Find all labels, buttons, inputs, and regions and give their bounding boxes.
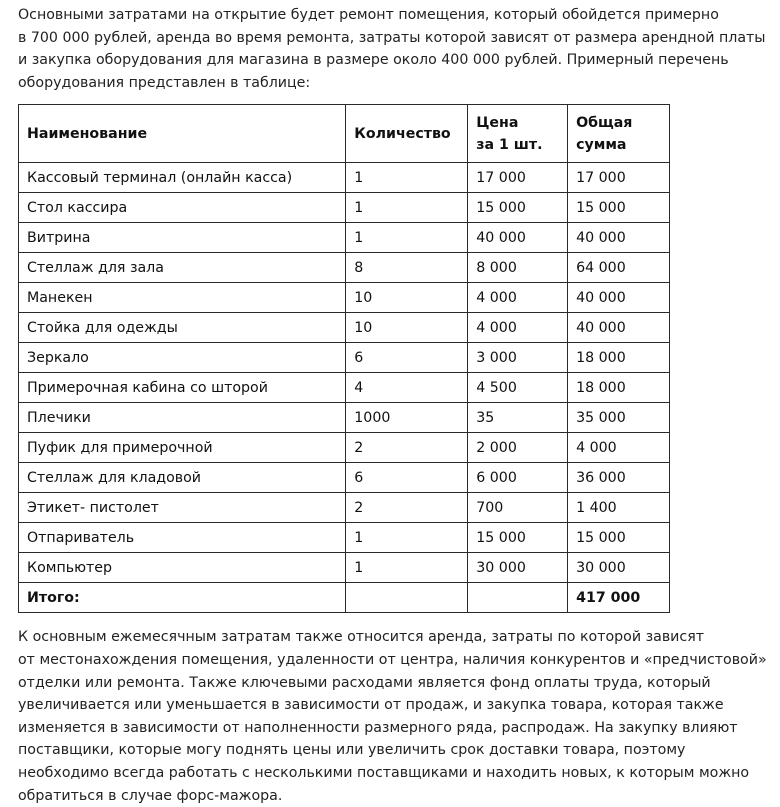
cell-total: 35 000 (568, 403, 670, 433)
cell-name: Стол кассира (19, 193, 346, 223)
cell-total: 40 000 (568, 313, 670, 343)
header-price (468, 105, 568, 163)
intro-line: оборудования представлен в таблице: (18, 74, 311, 91)
table-header-row (19, 105, 670, 163)
cell-qty: 1 (346, 223, 468, 253)
cell-total: 40 000 (568, 223, 670, 253)
outro-line: увеличивается или уменьшается в зависимости от продаж, и закупка товара, которая также (18, 697, 724, 714)
table-row (19, 253, 670, 283)
outro-line: обратиться в случае форс-мажора. (18, 787, 283, 804)
cell-qty: 8 (346, 253, 468, 283)
table-row (19, 343, 670, 373)
intro-paragraph (18, 4, 766, 94)
cell-total: 30 000 (568, 553, 670, 583)
table-row (19, 433, 670, 463)
cell-name: Кассовый терминал (онлайн касса) (19, 163, 346, 193)
cell-total: 15 000 (568, 523, 670, 553)
intro-line: и закупка оборудования для магазина в размере около 400 000 рублей. Примерный перечень (18, 52, 729, 69)
table-row (19, 373, 670, 403)
cell-price: 4 000 (468, 283, 568, 313)
cell-total: 64 000 (568, 253, 670, 283)
cell-qty: 2 (346, 433, 468, 463)
header-qty: Количество (346, 105, 468, 163)
cell-qty: 1 (346, 193, 468, 223)
cell-total: 1 400 (568, 493, 670, 523)
total-sum: 417 000 (568, 583, 670, 613)
cell-total: 17 000 (568, 163, 670, 193)
header-price-line2: за 1 шт. (476, 137, 543, 154)
header-total-line2: сумма (576, 137, 627, 154)
cell-qty: 4 (346, 373, 468, 403)
equipment-table (18, 104, 670, 613)
cell-name: Плечики (19, 403, 346, 433)
table-row (19, 403, 670, 433)
cell-total: 40 000 (568, 283, 670, 313)
cell-total: 18 000 (568, 373, 670, 403)
header-total (568, 105, 670, 163)
table-row (19, 193, 670, 223)
cell-total: 4 000 (568, 433, 670, 463)
outro-paragraph (18, 626, 767, 807)
cell-qty: 1 (346, 553, 468, 583)
intro-line: Основными затратами на открытие будет ремонт помещения, который обойдется примерно (18, 7, 719, 23)
outro-line: поставщики, которые могу поднять цены или увеличить срок доставки товара, поэтому (18, 742, 686, 759)
header-price-line1: Цена (476, 115, 519, 132)
cell-qty: 2 (346, 493, 468, 523)
cell-total: 36 000 (568, 463, 670, 493)
table-row (19, 283, 670, 313)
cell-qty: 10 (346, 283, 468, 313)
cell-name: Этикет- пистолет (19, 493, 346, 523)
cell-price: 8 000 (468, 253, 568, 283)
cell-qty: 6 (346, 463, 468, 493)
cell-name: Отпариватель (19, 523, 346, 553)
cell-price: 2 000 (468, 433, 568, 463)
cell-price: 4 500 (468, 373, 568, 403)
outro-line: отделки или ремонта. Также ключевыми расходами является фонд оплаты труда, который (18, 674, 711, 691)
cell-price: 35 (468, 403, 568, 433)
table-row (19, 493, 670, 523)
table-row (19, 223, 670, 253)
cell-price: 700 (468, 493, 568, 523)
cell-name: Примерочная кабина со шторой (19, 373, 346, 403)
cell-name: Пуфик для примерочной (19, 433, 346, 463)
cell-total: 15 000 (568, 193, 670, 223)
total-label: Итого: (19, 583, 346, 613)
cell-price: 30 000 (468, 553, 568, 583)
cell-total: 18 000 (568, 343, 670, 373)
intro-line: в 700 000 рублей, аренда во время ремонта, затраты которой зависят от размера арендной платы (18, 29, 766, 46)
cell-price: 40 000 (468, 223, 568, 253)
cell-qty: 1 (346, 523, 468, 553)
cell-name: Витрина (19, 223, 346, 253)
cell-price: 6 000 (468, 463, 568, 493)
table-row (19, 163, 670, 193)
article-body (18, 4, 767, 807)
cell-price: 3 000 (468, 343, 568, 373)
table-row (19, 553, 670, 583)
table-total-row (19, 583, 670, 613)
header-name: Наименование (19, 105, 346, 163)
cell-qty: 6 (346, 343, 468, 373)
outro-line: от местонахождения помещения, удаленности от центра, наличия конкурентов и «предчистовой» (18, 651, 767, 668)
cell-price: 15 000 (468, 523, 568, 553)
cell-qty: 1000 (346, 403, 468, 433)
cell-name: Стеллаж для зала (19, 253, 346, 283)
total-empty-qty (346, 583, 468, 613)
cell-price: 15 000 (468, 193, 568, 223)
outro-line: необходимо всегда работать с несколькими поставщиками и находить новых, к которым можно (18, 764, 750, 781)
outro-line: К основным ежемесячным затратам также относится аренда, затраты по которой зависят (18, 629, 705, 646)
cell-name: Стойка для одежды (19, 313, 346, 343)
cell-price: 17 000 (468, 163, 568, 193)
table-row (19, 463, 670, 493)
cell-name: Зеркало (19, 343, 346, 373)
total-empty-price (468, 583, 568, 613)
header-total-line1: Общая (576, 115, 633, 132)
table-row (19, 523, 670, 553)
outro-line: изменяется в зависимости от наполненности размерного ряда, распродаж. На закупку влияют (18, 719, 738, 736)
cell-name: Компьютер (19, 553, 346, 583)
cell-qty: 10 (346, 313, 468, 343)
cell-price: 4 000 (468, 313, 568, 343)
cell-qty: 1 (346, 163, 468, 193)
table-row (19, 313, 670, 343)
cell-name: Стеллаж для кладовой (19, 463, 346, 493)
cell-name: Манекен (19, 283, 346, 313)
